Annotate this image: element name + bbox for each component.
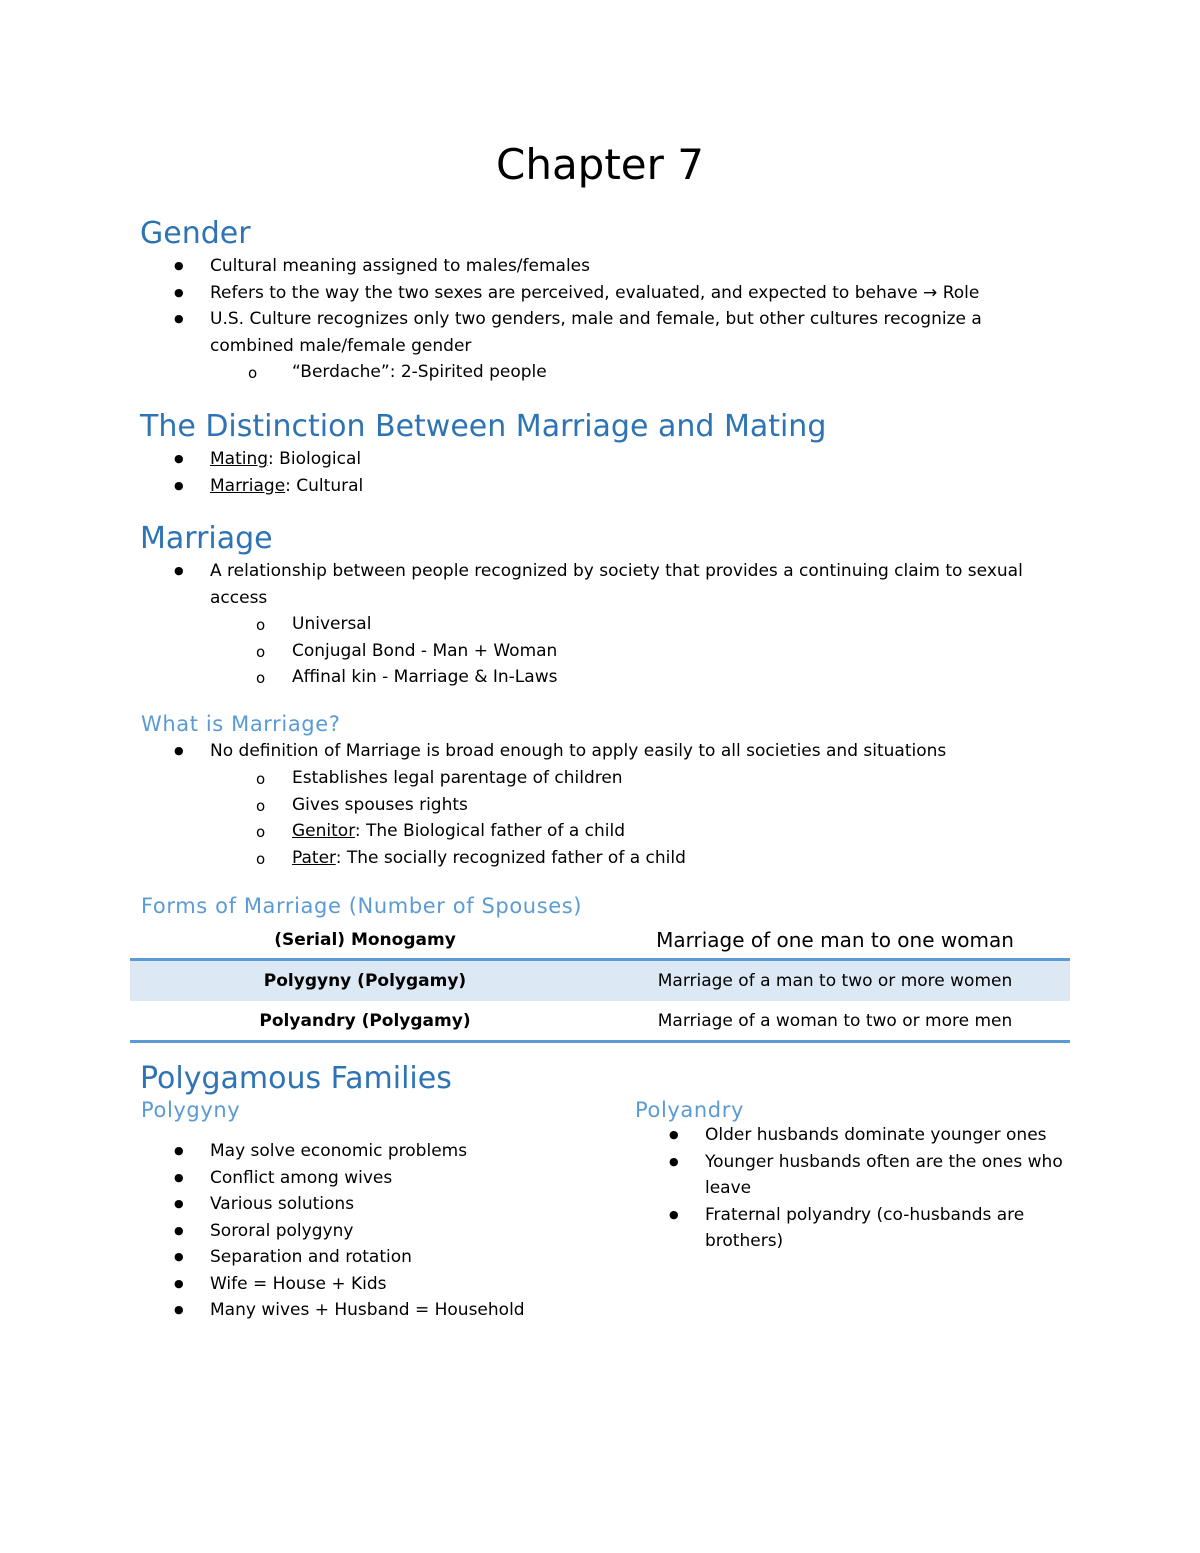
- list-item: ● Mating: Biological: [140, 446, 1040, 473]
- heading-polygamous-families: Polygamous Families: [140, 1061, 452, 1096]
- forms-table: [130, 922, 1070, 1043]
- list-item: o “Berdache”: 2-Spirited people: [210, 359, 1010, 386]
- list-item: ● Conflict among wives: [140, 1165, 600, 1192]
- list-item: ● Many wives + Husband = Household: [140, 1297, 600, 1324]
- list-item: o Pater: The socially recognized father of a child: [210, 845, 1010, 872]
- list-item: ● Sororal polygyny: [140, 1218, 600, 1245]
- what-is-sublist: [210, 765, 1010, 871]
- table-cell-definition: Marriage of one man to one woman: [600, 922, 1070, 960]
- list-item: o Establishes legal parentage of children: [210, 765, 1010, 792]
- table-cell-definition: Marriage of a man to two or more women: [600, 960, 1070, 1002]
- section-marriage: [140, 521, 1060, 557]
- term-pater: Pater: [292, 847, 336, 868]
- heading-distinction: The Distinction Between Marriage and Mating: [140, 409, 827, 444]
- polyandry-list: [635, 1122, 1065, 1255]
- list-item: ● Marriage: Cultural: [140, 473, 1040, 500]
- heading-what-is-marriage: What is Marriage?: [141, 712, 341, 736]
- list-item: ● Separation and rotation: [140, 1244, 600, 1271]
- table-cell-term: (Serial) Monogamy: [130, 922, 600, 960]
- list-item: o Conjugal Bond - Man + Woman: [210, 638, 1010, 665]
- gender-sublist: [210, 359, 1010, 386]
- section-gender: [140, 216, 1060, 252]
- gender-list: [140, 253, 1040, 359]
- list-item: o Gives spouses rights: [210, 792, 1010, 819]
- section-distinction: [140, 409, 1080, 445]
- table-cell-definition: Marriage of a woman to two or more men: [600, 1001, 1070, 1042]
- term-marriage: Marriage: [210, 475, 286, 496]
- list-item: ● May solve economic problems: [140, 1138, 600, 1165]
- list-item: ● A relationship between people recognized by society that provides a continuing claim to sexual access: [140, 558, 1040, 611]
- list-item: o Universal: [210, 611, 1010, 638]
- term-genitor: Genitor: [292, 821, 355, 841]
- list-item: ● No definition of Marriage is broad enough to apply easily to all societies and situations: [140, 738, 1040, 765]
- column-polygyny: [141, 1097, 240, 1123]
- heading-gender: Gender: [140, 216, 251, 251]
- column-polyandry: [635, 1097, 744, 1123]
- page-title: Chapter 7: [496, 140, 704, 189]
- table-cell-term: Polyandry (Polygamy): [130, 1001, 600, 1042]
- list-item: o Genitor: The Biological father of a child: [210, 818, 1010, 845]
- table-row: [130, 960, 1070, 1002]
- list-item: ● Younger husbands often are the ones who leave: [635, 1149, 1065, 1202]
- list-item: ● Older husbands dominate younger ones: [635, 1122, 1065, 1149]
- table-row: [130, 1001, 1070, 1042]
- term-mating: Mating: [210, 449, 269, 469]
- list-item: ● Fraternal polyandry (co-husbands are brothers): [635, 1202, 1065, 1255]
- list-item: ● Various solutions: [140, 1191, 600, 1218]
- section-polygamous-families: [140, 1061, 1060, 1097]
- list-item: o Affinal kin - Marriage & In-Laws: [210, 664, 1010, 691]
- list-item: ● Wife = House + Kids: [140, 1271, 600, 1298]
- heading-forms-of-marriage: Forms of Marriage (Number of Spouses): [141, 894, 583, 918]
- section-what-is-marriage: [141, 711, 1061, 737]
- section-forms-of-marriage: [141, 893, 1061, 919]
- what-is-list: [140, 738, 1040, 765]
- marriage-sublist: [210, 611, 1010, 691]
- list-item: ● U.S. Culture recognizes only two genders, male and female, but other cultures recognize a combined male/female gender: [140, 306, 1040, 359]
- marriage-list: [140, 558, 1040, 611]
- table-cell-term: Polygyny (Polygamy): [130, 960, 600, 1002]
- table-row: [130, 922, 1070, 960]
- list-item: ● Cultural meaning assigned to males/females: [140, 253, 1040, 280]
- heading-polyandry: Polyandry: [635, 1098, 744, 1122]
- polygyny-list: [140, 1138, 600, 1324]
- heading-polygyny: Polygyny: [141, 1098, 241, 1122]
- heading-marriage: Marriage: [140, 521, 273, 556]
- distinction-list: [140, 446, 1040, 499]
- list-item: ● Refers to the way the two sexes are perceived, evaluated, and expected to behave → Role: [140, 280, 1040, 307]
